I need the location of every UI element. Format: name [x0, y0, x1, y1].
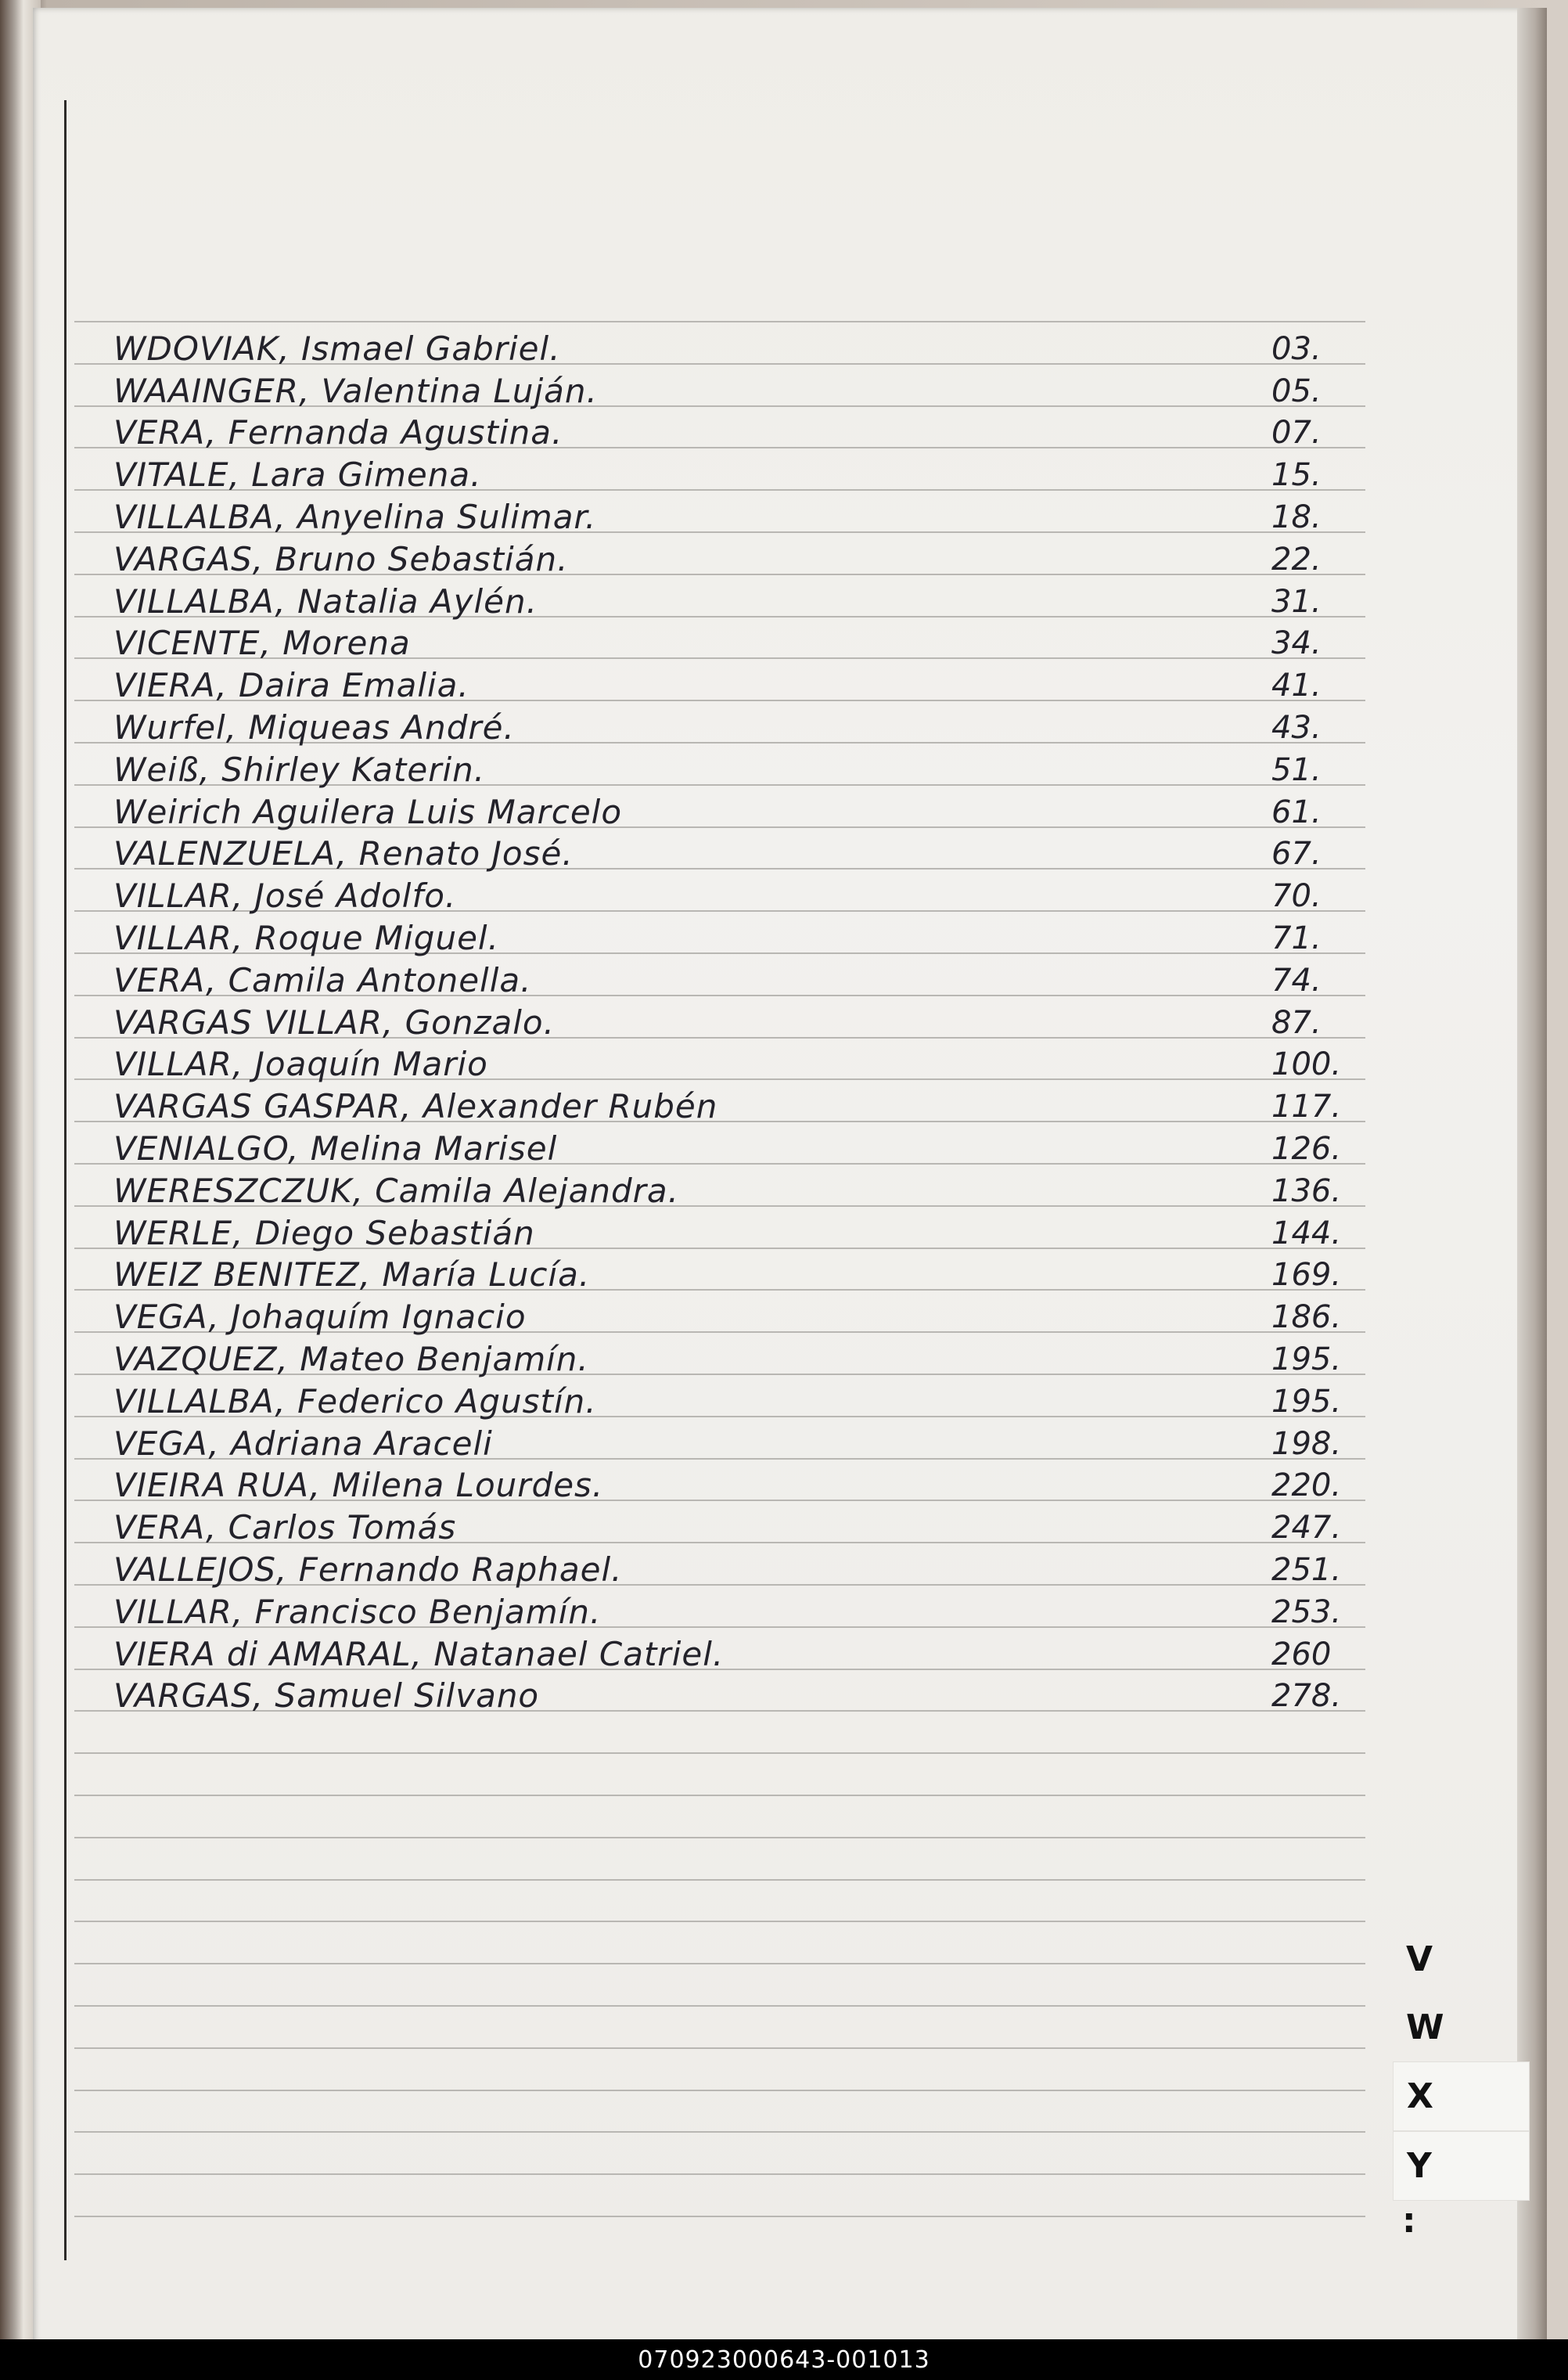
ruled-line — [74, 2090, 1365, 2091]
entry-number: 144. — [1271, 1215, 1342, 1251]
entry-number: 03. — [1271, 330, 1322, 367]
list-item — [74, 1338, 1373, 1380]
ruled-line — [74, 2173, 1365, 2175]
entry-number: 195. — [1271, 1383, 1342, 1420]
index-tab-x[interactable]: X — [1393, 2061, 1530, 2131]
list-item — [74, 1590, 1373, 1633]
ruled-line — [74, 1795, 1365, 1796]
entry-name: VENIALGO, Melina Marisel — [113, 1129, 558, 1168]
entry-name: Weirich Aguilera Luis Marcelo — [113, 792, 623, 831]
list-item — [74, 1675, 1373, 1717]
entry-name: VEGA, Adriana Araceli — [113, 1424, 493, 1463]
entry-name: WDOVIAK, Ismael Gabriel. — [113, 329, 561, 368]
entry-number: 74. — [1271, 962, 1322, 999]
list-item — [74, 1085, 1373, 1127]
list-item — [74, 1127, 1373, 1169]
list-item — [74, 369, 1373, 412]
scan-code: 070923000643-001013 — [638, 2346, 930, 2374]
list-item — [74, 916, 1373, 959]
ruled-line — [74, 1963, 1365, 1964]
list-item — [74, 453, 1373, 495]
entry-number: 67. — [1271, 836, 1322, 873]
entry-name: Wurfel, Miqueas André. — [113, 708, 515, 747]
entry-number: 186. — [1271, 1299, 1342, 1336]
ruled-line — [74, 1752, 1365, 1754]
entry-name: VALLEJOS, Fernando Raphael. — [113, 1550, 623, 1589]
entry-number: 198. — [1271, 1425, 1342, 1462]
entry-name: VILLAR, Roque Miguel. — [113, 918, 499, 957]
entry-number: 195. — [1271, 1341, 1342, 1377]
index-tab-partial: : — [1402, 2201, 1416, 2241]
list-item — [74, 959, 1373, 1001]
scan-footer — [0, 2339, 1568, 2380]
entry-name: VICENTE, Morena — [113, 624, 411, 663]
list-item — [74, 412, 1373, 454]
list-item — [74, 538, 1373, 580]
list-item — [74, 1169, 1373, 1212]
entry-number: 15. — [1271, 457, 1322, 494]
entry-name: WERLE, Diego Sebastián — [113, 1213, 535, 1252]
index-tabs — [1393, 1925, 1530, 2248]
index-tab-w[interactable]: W — [1406, 2007, 1444, 2047]
entry-number: 07. — [1271, 415, 1322, 452]
entry-name: VILLAR, Joaquín Mario — [113, 1045, 488, 1084]
list-item — [74, 580, 1373, 622]
entry-number: 253. — [1271, 1593, 1342, 1630]
list-item — [74, 1380, 1373, 1422]
list-item — [74, 495, 1373, 538]
entry-number: 61. — [1271, 794, 1322, 830]
entry-name: VILLAR, José Adolfo. — [113, 877, 457, 916]
entry-number: 278. — [1271, 1678, 1342, 1715]
margin-line — [64, 100, 67, 2260]
entry-number: 31. — [1271, 583, 1322, 620]
entry-name: VERA, Carlos Tomás — [113, 1508, 457, 1547]
entry-name: VILLALBA, Federico Agustín. — [113, 1381, 597, 1420]
entry-name: WERESZCZUK, Camila Alejandra. — [113, 1171, 679, 1210]
list-item — [74, 1212, 1373, 1254]
ruled-line — [74, 2216, 1365, 2217]
entry-number: 18. — [1271, 499, 1322, 535]
entry-number: 126. — [1271, 1130, 1342, 1167]
entry-number: 22. — [1271, 541, 1322, 578]
entry-name: WAAINGER, Valentina Luján. — [113, 371, 598, 410]
entry-number: 117. — [1271, 1089, 1342, 1125]
entry-number: 169. — [1271, 1257, 1342, 1294]
entry-number: 251. — [1271, 1551, 1342, 1588]
entry-name: VIERA, Daira Emalia. — [113, 666, 469, 705]
entry-number: 71. — [1271, 920, 1322, 956]
list-item — [74, 790, 1373, 833]
entry-name: VITALE, Lara Gimena. — [113, 455, 482, 495]
entry-name: VERA, Fernanda Agustina. — [113, 413, 563, 452]
entry-name: VILLALBA, Anyelina Sulimar. — [113, 497, 597, 536]
list-item — [74, 833, 1373, 875]
list-item — [74, 1548, 1373, 1590]
ruled-line — [74, 2005, 1365, 2007]
entry-name: VEGA, Johaquím Ignacio — [113, 1298, 527, 1337]
ruled-line — [74, 1879, 1365, 1881]
entry-number: 41. — [1271, 668, 1322, 704]
list-item — [74, 1506, 1373, 1548]
entry-number: 136. — [1271, 1172, 1342, 1209]
list-item — [74, 1422, 1373, 1464]
list-item — [74, 1295, 1373, 1338]
entry-name: VARGAS, Bruno Sebastián. — [113, 539, 569, 578]
list-item — [74, 1043, 1373, 1086]
entry-number: 70. — [1271, 878, 1322, 915]
entry-number: 51. — [1271, 751, 1322, 788]
ruled-line — [74, 2047, 1365, 2049]
list-item — [74, 874, 1373, 916]
ruled-line — [74, 1921, 1365, 1922]
entry-number: 220. — [1271, 1467, 1342, 1504]
entry-number: 247. — [1271, 1510, 1342, 1546]
index-tab-v[interactable]: V — [1406, 1939, 1433, 1979]
list-item — [74, 664, 1373, 706]
entry-name: VALENZUELA, Renato José. — [113, 834, 574, 873]
list-item — [74, 1633, 1373, 1675]
entry-name: VERA, Camila Antonella. — [113, 960, 532, 999]
entry-list — [74, 327, 1373, 1716]
entry-name: VILLAR, Francisco Benjamín. — [113, 1592, 602, 1631]
entry-name: VIEIRA RUA, Milena Lourdes. — [113, 1466, 604, 1505]
list-item — [74, 327, 1373, 369]
entry-number: 43. — [1271, 709, 1322, 746]
ruled-line — [74, 2131, 1365, 2133]
list-item — [74, 1464, 1373, 1507]
entry-number: 05. — [1271, 373, 1322, 409]
list-item — [74, 622, 1373, 664]
entry-name: VARGAS, Samuel Silvano — [113, 1676, 540, 1716]
entry-name: VAZQUEZ, Mateo Benjamín. — [113, 1339, 589, 1378]
entry-name: WEIZ BENITEZ, María Lucía. — [113, 1255, 591, 1294]
ruled-line — [74, 321, 1365, 322]
entry-name: Weiß, Shirley Katerin. — [113, 750, 486, 789]
list-item — [74, 748, 1373, 790]
list-item — [74, 706, 1373, 748]
list-item — [74, 1001, 1373, 1043]
index-tab-y[interactable]: Y — [1393, 2131, 1530, 2201]
entry-number: 260 — [1271, 1636, 1332, 1672]
entry-name: VILLALBA, Natalia Aylén. — [113, 581, 538, 621]
entry-name: VARGAS GASPAR, Alexander Rubén — [113, 1087, 718, 1126]
entry-name: VIERA di AMARAL, Natanael Catriel. — [113, 1634, 725, 1673]
entry-number: 100. — [1271, 1046, 1342, 1083]
list-item — [74, 1254, 1373, 1296]
entry-number: 34. — [1271, 625, 1322, 662]
ruled-line — [74, 1837, 1365, 1838]
entry-name: VARGAS VILLAR, Gonzalo. — [113, 1003, 555, 1042]
entry-number: 87. — [1271, 1004, 1322, 1041]
